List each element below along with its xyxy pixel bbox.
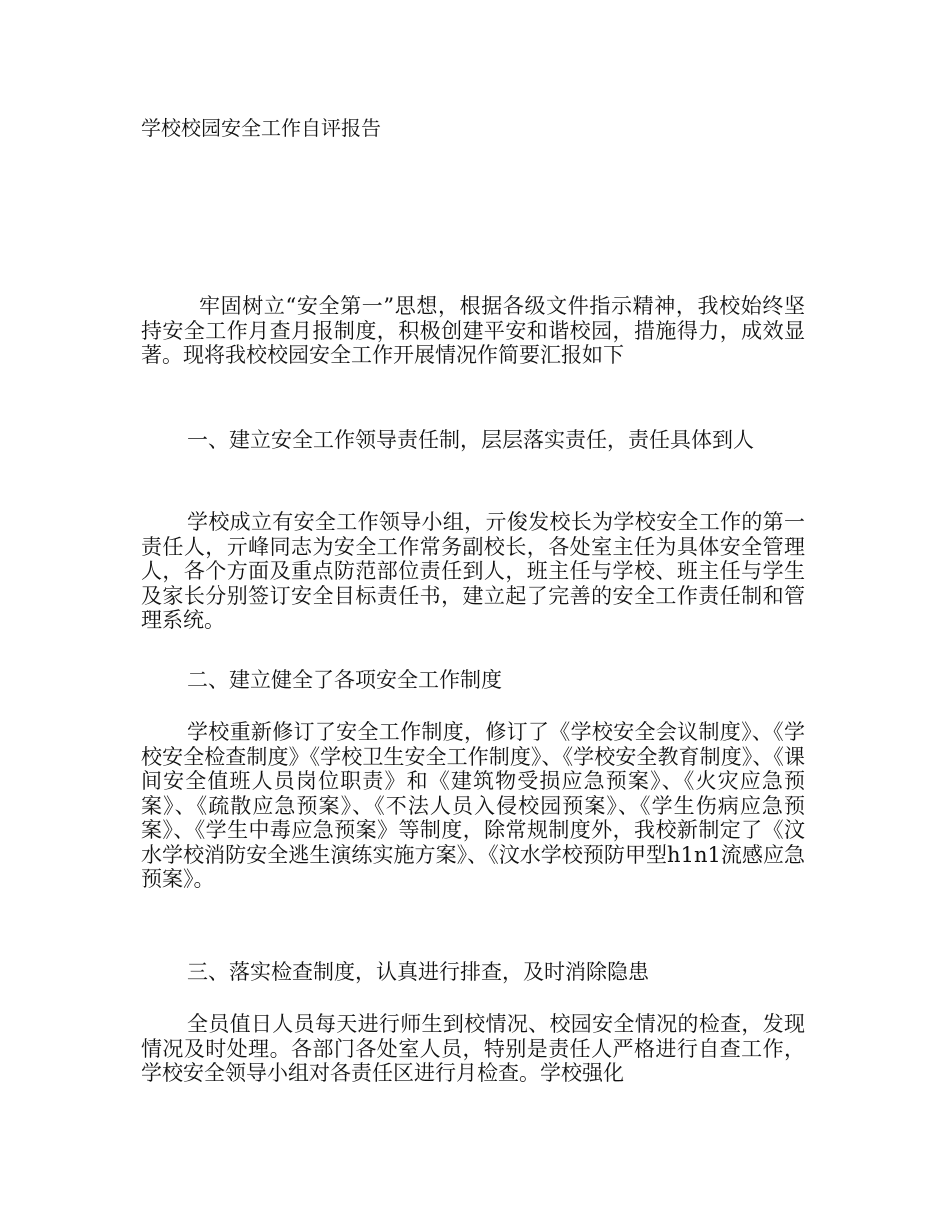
section-heading-3: 三、落实检查制度，认真进行排查，及时消除隐患 <box>187 960 649 984</box>
section-heading-1: 一、建立安全工作领导责任制，层层落实责任，责任具体到人 <box>187 428 754 452</box>
intro-paragraph: 牢固树立“安全第一”思想，根据各级文件指示精神，我校始终坚持安全工作月查月报制度，积极创建平安和谐校园，措施得力，成效显著。现将我校校园安全工作开展情况作简要汇报如下 <box>141 294 805 367</box>
document-title: 学校校园安全工作自评报告 <box>141 116 381 140</box>
section-1-paragraph: 学校成立有安全工作领导小组，亓俊发校长为学校安全工作的第一责任人，亓峰同志为安全工作常务副校长，各处室主任为具体安全管理人，各个方面及重点防范部位责任到人，班主任与学校、班主任与学生及家长分别签订安全目标责任书，建立起了完善的安全工作责任制和管理系统。 <box>141 510 805 632</box>
section-3-paragraph: 全员值日人员每天进行师生到校情况、校园安全情况的检查，发现情况及时处理。各部门各处室人员，特别是责任人严格进行自查工作，学校安全领导小组对各责任区进行月检查。学校强化 <box>141 1012 805 1085</box>
section-2-paragraph: 学校重新修订了安全工作制度，修订了《学校安全会议制度》、《学校安全检查制度》《学校卫生安全工作制度》、《学校安全教育制度》、《课间安全值班人员岗位职责》和《建筑物受损应急预案》、《火灾应急预案》、《疏散应急预案》、《不法人员入侵校园预案》、《学生伤病应急预案》、《学生中毒应急预案》等制度，除常规制度外，我校新制定了《汶水学校消防安全逃生演练实施方案》、《汶水学校预防甲型h1n1流感应急预案》。 <box>141 720 805 891</box>
section-heading-2: 二、建立健全了各项安全工作制度 <box>187 668 502 692</box>
